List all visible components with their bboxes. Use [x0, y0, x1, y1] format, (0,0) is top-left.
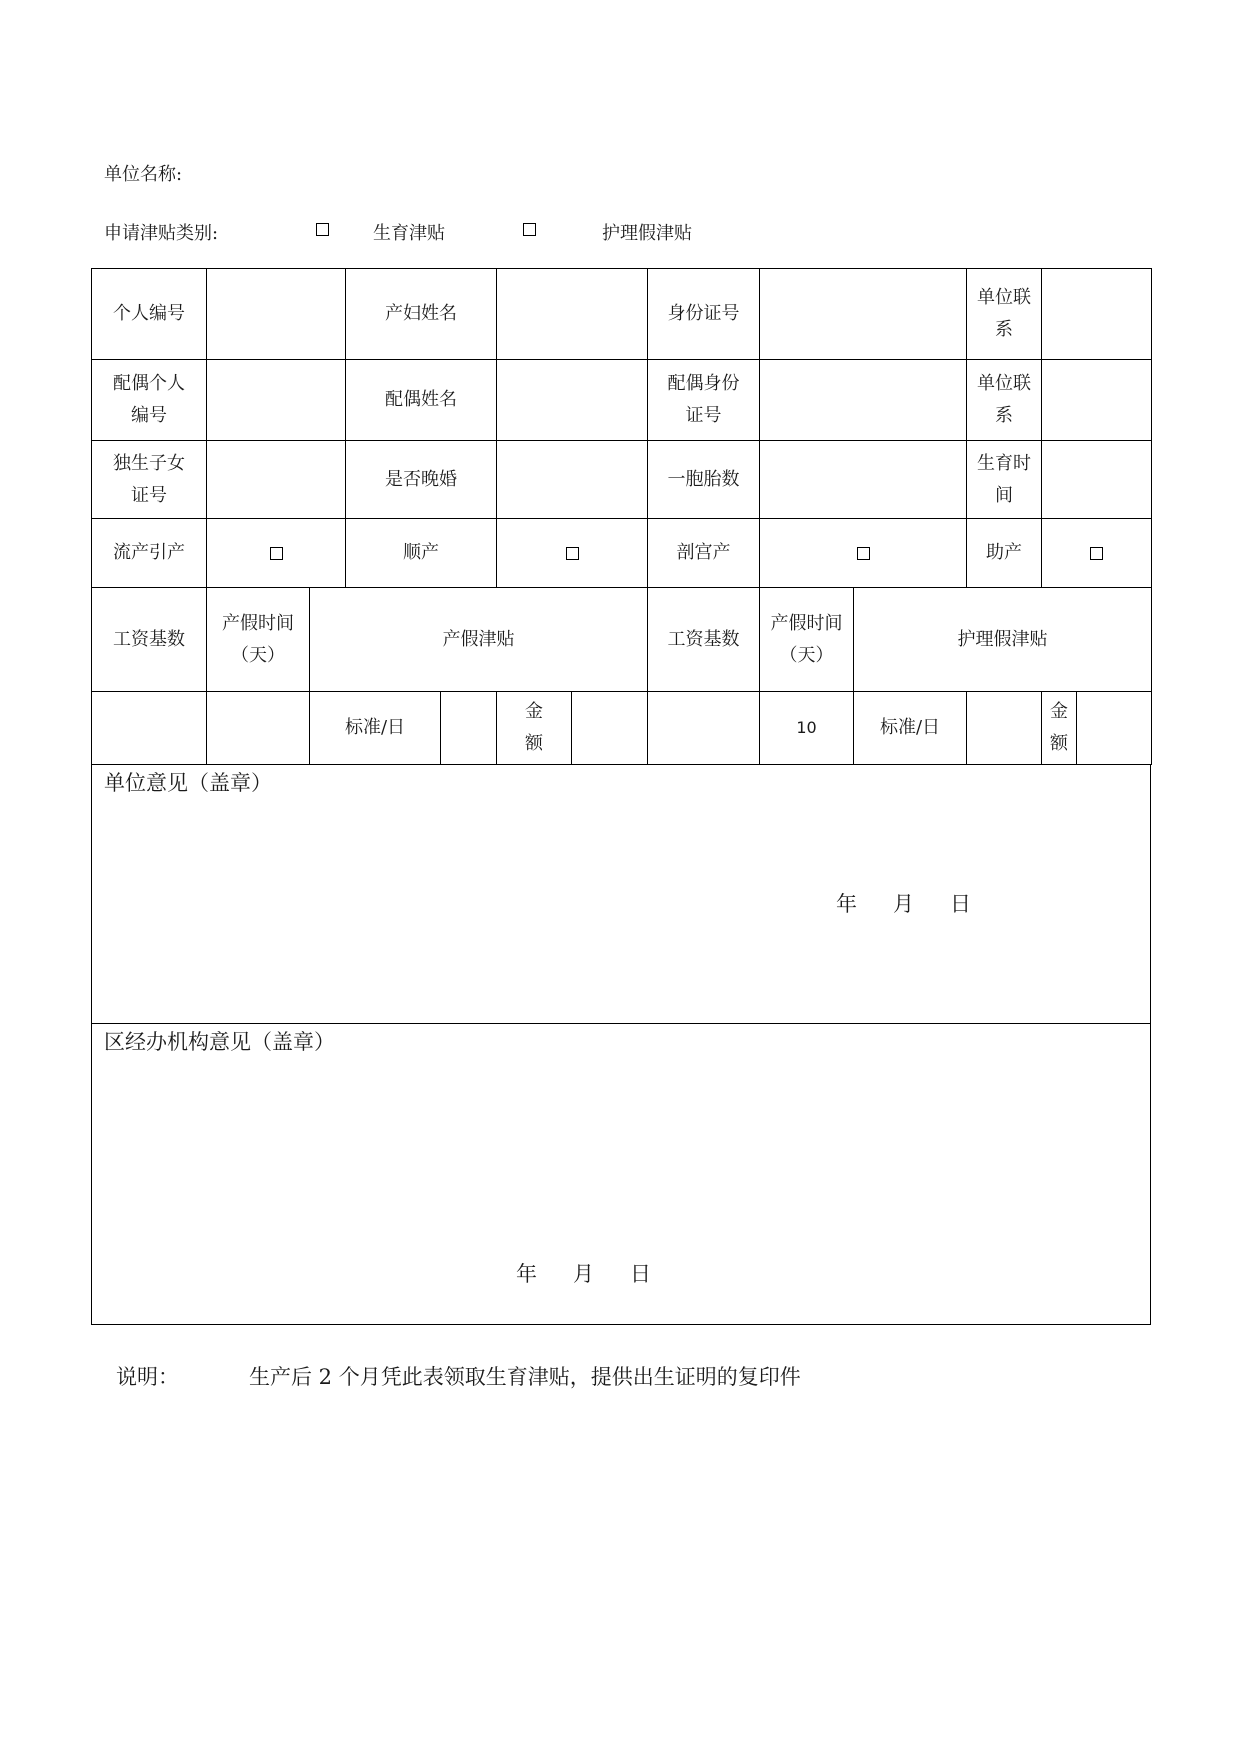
personal-id-cell[interactable] [207, 269, 346, 360]
table-row [92, 519, 1152, 588]
maternity-allowance-checkbox[interactable] [316, 223, 329, 236]
mother-name-cell[interactable] [497, 269, 648, 360]
unit-opinion-section[interactable] [91, 764, 1151, 1024]
district-opinion-title: 区经办机构意见（盖章） [104, 1030, 335, 1054]
date-day: 日 [630, 1262, 651, 1286]
leave-days-label-2: 产假时间（天） [760, 588, 854, 692]
allowance-category-label: 申请津贴类别: [104, 223, 219, 244]
cesarean-checkbox[interactable] [857, 547, 870, 560]
cesarean-label: 剖宫产 [648, 519, 760, 588]
nursing-allowance-checkbox[interactable] [523, 223, 536, 236]
abortion-checkbox[interactable] [270, 547, 283, 560]
note-text: 生产后 2 个月凭此表领取生育津贴，提供出生证明的复印件 [249, 1365, 801, 1389]
standard-per-day-label-2: 标准/日 [854, 692, 967, 765]
maternity-allowance-option-label: 生育津贴 [373, 223, 445, 244]
salary-base-label-1: 工资基数 [92, 588, 207, 692]
district-opinion-section[interactable] [91, 1023, 1151, 1325]
date-month: 月 [573, 1262, 594, 1286]
date-month: 月 [893, 892, 914, 916]
unit-opinion-title: 单位意见（盖章） [104, 771, 272, 795]
amount-value-2[interactable] [1077, 692, 1152, 765]
unit-contact-label: 单位联系 [967, 269, 1042, 360]
cesarean-checkbox-cell[interactable] [760, 519, 967, 588]
date-year: 年 [836, 892, 857, 916]
leave-days-value-1[interactable] [207, 692, 310, 765]
unit-name-label: 单位名称: [104, 164, 183, 185]
unit-contact-cell[interactable] [1042, 269, 1152, 360]
spouse-id-number-cell[interactable] [760, 360, 967, 441]
abortion-label: 流产引产 [92, 519, 207, 588]
leave-days-value-2: 10 [760, 692, 854, 765]
assisted-birth-checkbox-cell[interactable] [1042, 519, 1152, 588]
amount-label-1: 金额 [497, 692, 572, 765]
mother-name-label: 产妇姓名 [346, 269, 497, 360]
amount-label-2: 金额 [1042, 692, 1077, 765]
table-row [92, 441, 1152, 519]
table-row [92, 692, 1152, 765]
note-label: 说明： [116, 1365, 179, 1389]
spouse-personal-id-label: 配偶个人编号 [92, 360, 207, 441]
unit-contact-label-2: 单位联系 [967, 360, 1042, 441]
standard-per-day-value-1[interactable] [441, 692, 497, 765]
abortion-checkbox-cell[interactable] [207, 519, 346, 588]
spouse-name-cell[interactable] [497, 360, 648, 441]
unit-contact-cell-2[interactable] [1042, 360, 1152, 441]
personal-id-label: 个人编号 [92, 269, 207, 360]
assisted-birth-label: 助产 [967, 519, 1042, 588]
babies-count-label: 一胞胎数 [648, 441, 760, 519]
natural-birth-checkbox[interactable] [566, 547, 579, 560]
late-marriage-label: 是否晚婚 [346, 441, 497, 519]
table-row [92, 588, 1152, 692]
id-number-label: 身份证号 [648, 269, 760, 360]
spouse-id-number-label: 配偶身份证号 [648, 360, 760, 441]
standard-per-day-label-1: 标准/日 [310, 692, 441, 765]
amount-value-1[interactable] [572, 692, 648, 765]
natural-birth-label: 顺产 [346, 519, 497, 588]
date-day: 日 [950, 892, 971, 916]
assisted-birth-checkbox[interactable] [1090, 547, 1103, 560]
birth-time-cell[interactable] [1042, 441, 1152, 519]
birth-time-label: 生育时间 [967, 441, 1042, 519]
unit-opinion-date [836, 888, 971, 918]
date-year: 年 [516, 1262, 537, 1286]
spouse-personal-id-cell[interactable] [207, 360, 346, 441]
standard-per-day-value-2[interactable] [967, 692, 1042, 765]
district-opinion-date [516, 1258, 651, 1288]
maternity-allowance-header: 产假津贴 [310, 588, 648, 692]
salary-base-label-2: 工资基数 [648, 588, 760, 692]
nursing-allowance-option-label: 护理假津贴 [602, 223, 692, 244]
salary-base-value-2[interactable] [648, 692, 760, 765]
only-child-cert-cell[interactable] [207, 441, 346, 519]
natural-birth-checkbox-cell[interactable] [497, 519, 648, 588]
salary-base-value-1[interactable] [92, 692, 207, 765]
only-child-cert-label: 独生子女证号 [92, 441, 207, 519]
babies-count-cell[interactable] [760, 441, 967, 519]
table-row [92, 269, 1152, 360]
id-number-cell[interactable] [760, 269, 967, 360]
spouse-name-label: 配偶姓名 [346, 360, 497, 441]
nursing-allowance-header: 护理假津贴 [854, 588, 1152, 692]
leave-days-label-1: 产假时间（天） [207, 588, 310, 692]
application-form-table [91, 268, 1152, 765]
table-row [92, 360, 1152, 441]
late-marriage-cell[interactable] [497, 441, 648, 519]
